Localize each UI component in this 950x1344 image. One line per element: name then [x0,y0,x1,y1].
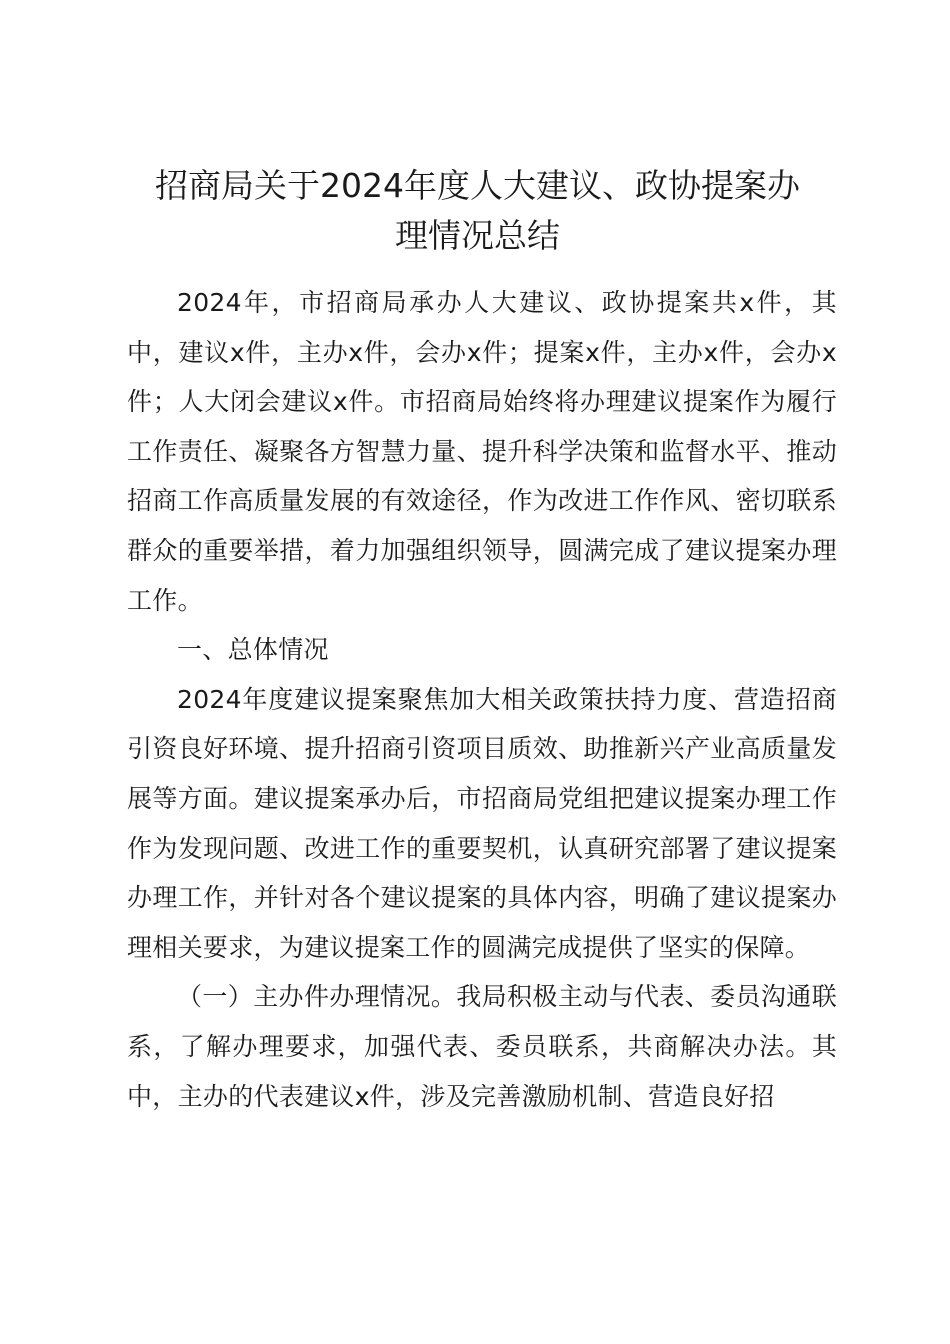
document-title-line-1: 招商局关于2024年度人大建议、政协提案办 [155,166,800,205]
document-title-line-2: 理情况总结 [395,216,560,255]
section-heading-overall: 一、总体情况 [177,635,329,665]
paragraph-overall: 2024年度建议提案聚焦加大相关政策扶持力度、营造招商引资良好环境、提升招商引资项目质效、助推新兴产业高质量发展等方面。建议提案承办后，市招商局党组把建议提案办理工作作为发现问题、改进工作的重要契机，认真研究部署了建议提案办理工作，并针对各个建议提案的具体内容，明确了建议提案办理相关要求，为建议提案工作的圆满完成提供了坚实的保障。 [127,684,837,962]
document-body [127,278,837,1121]
paragraph-intro: 2024年，市招商局承办人大建议、政协提案共x件，其中，建议x件，主办x件，会办x件；提案x件，主办x件，会办x件；人大闭会建议x件。市招商局始终将办理建议提案作为履行工作责任、凝聚各方智慧力量、提升科学决策和监督水平、推动招商工作高质量发展的有效途径，作为改进工作作风、密切联系群众的重要举措，着力加强组织领导，圆满完成了建议提案办理工作。 [127,288,837,615]
paragraph-lead-handling: （一）主办件办理情况。我局积极主动与代表、委员沟通联系，了解办理要求，加强代表、委员联系，共商解决办法。其中，主办的代表建议x件，涉及完善激励机制、营造良好招 [127,982,837,1111]
